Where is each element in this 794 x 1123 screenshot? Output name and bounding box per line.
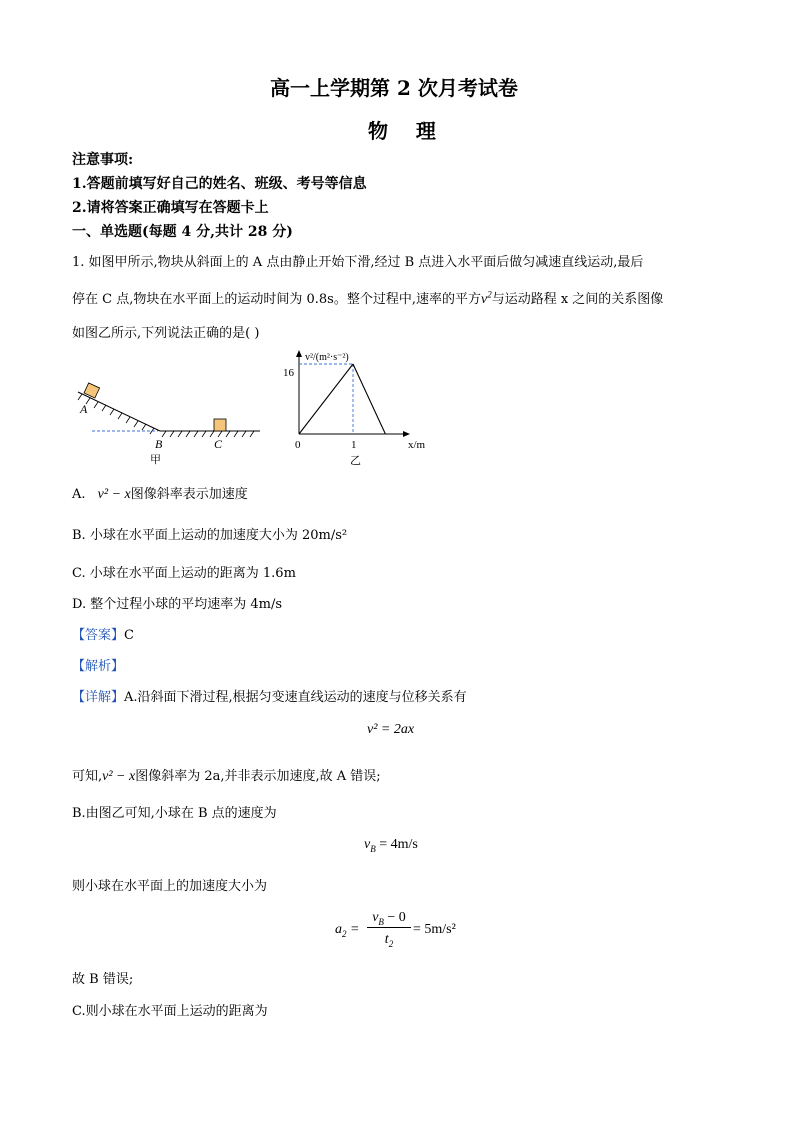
detail-label: 【详解】 xyxy=(72,690,125,705)
formula-3-denominator: $t_2$ xyxy=(384,932,394,949)
analysis-label: 【解析】 xyxy=(72,659,125,674)
x-tick-label: 1 xyxy=(351,439,357,451)
detail-a-text: A.沿斜面下滑过程,根据匀变速直线运动的速度与位移关系有 xyxy=(124,690,467,705)
figure-yi xyxy=(278,348,438,468)
y-tick-label: 16 xyxy=(283,367,294,379)
label-b: B xyxy=(155,437,163,451)
option-b[interactable] xyxy=(72,524,347,543)
notes-item-2: 2.请将答案正确填写在答题卡上 xyxy=(72,200,269,216)
detail-a-conclusion-post: 图像斜率为 2a,并非表示加速度,故 A 错误; xyxy=(135,769,381,784)
option-d-key: D. xyxy=(72,597,87,612)
block-at-c xyxy=(214,419,226,431)
origin-label: 0 xyxy=(295,439,301,451)
question-1-line2a: 停在 C 点,物块在水平面上的运动时间为 0.8s。整个过程中,速率的平方 xyxy=(72,292,481,307)
ground-hatch xyxy=(162,431,254,437)
caption-jia: 甲 xyxy=(150,453,161,466)
detail-a-conclusion-expr: v² − x xyxy=(102,769,136,784)
formula-2 xyxy=(364,837,418,854)
detail-c-text: C.则小球在水平面上运动的距离为 xyxy=(72,1004,268,1019)
option-a-key: A. xyxy=(72,487,86,502)
question-1-line1: 1. 如图甲所示,物块从斜面上的 A 点由静止开始下滑,经过 B 点进入水平面后做匀减速直线运动,最后 xyxy=(72,255,644,270)
option-a[interactable] xyxy=(72,483,248,503)
notes-heading: 注意事项: xyxy=(72,152,134,168)
v2-symbol: $v^2$ xyxy=(480,289,492,307)
figure-jia xyxy=(70,378,270,468)
option-b-text: 小球在水平面上运动的加速度大小为 20m/s² xyxy=(89,528,348,543)
formula-2-v: v xyxy=(364,837,371,852)
detail-a-line xyxy=(72,686,467,705)
detail-b-conclusion: 故 B 错误; xyxy=(72,972,134,987)
answer-label: 【答案】 xyxy=(72,628,125,643)
series-segment-2 xyxy=(353,364,385,434)
option-b-key: B. xyxy=(72,528,86,543)
formula-3-numerator: $v_B - 0$ xyxy=(367,910,411,928)
section-title: 一、单选题(每题 4 分,共计 28 分) xyxy=(72,224,293,240)
formula-3-rhs: = 5m/s² xyxy=(413,922,456,937)
answer-value: C xyxy=(124,628,134,643)
detail-b-text: B.由图乙可知,小球在 B 点的速度为 xyxy=(72,806,277,821)
subject-title: 物 理 xyxy=(368,119,436,143)
detail-a-conclusion xyxy=(72,765,381,785)
option-c-key: C. xyxy=(72,566,86,581)
formula-2-sub: B xyxy=(370,843,376,854)
option-a-text: 图像斜率表示加速度 xyxy=(130,487,248,502)
label-c: C xyxy=(214,437,223,451)
incline-hatch xyxy=(78,394,154,434)
question-1-line2b: 与运动路程 x 之间的关系图像 xyxy=(491,292,664,307)
option-d-text: 整个过程小球的平均速率为 4m/s xyxy=(90,597,283,612)
series-segment-1 xyxy=(299,364,353,434)
detail-b-accel-text: 则小球在水平面上的加速度大小为 xyxy=(72,879,268,894)
page-title: 高一上学期第 2 次月考试卷 xyxy=(270,76,518,100)
chart-series xyxy=(299,364,385,434)
option-a-expression: v² − x xyxy=(97,487,131,502)
option-c[interactable] xyxy=(72,562,296,581)
y-axis-arrow xyxy=(296,350,302,357)
notes-item-1: 1.答题前填写好自己的姓名、班级、考号等信息 xyxy=(72,176,367,192)
x-axis-arrow xyxy=(403,431,410,437)
detail-a-conclusion-pre: 可知, xyxy=(72,769,103,784)
option-d[interactable] xyxy=(72,593,282,612)
question-1-line2 xyxy=(72,288,663,308)
caption-yi: 乙 xyxy=(350,454,361,467)
formula-3-lhs: $a_2$ = xyxy=(335,922,360,939)
formula-1: v² = 2ax xyxy=(367,722,415,737)
option-c-text: 小球在水平面上运动的距离为 1.6m xyxy=(89,566,296,581)
y-axis-label: v²/(m²·s⁻²) xyxy=(305,352,349,363)
formula-2-rhs: = 4m/s xyxy=(375,837,418,852)
x-axis-label: x/m xyxy=(408,439,426,451)
question-1-line3: 如图乙所示,下列说法正确的是( ) xyxy=(72,326,260,341)
label-a: A xyxy=(80,402,88,416)
incline-surface xyxy=(78,392,160,431)
answer-line xyxy=(72,624,134,643)
